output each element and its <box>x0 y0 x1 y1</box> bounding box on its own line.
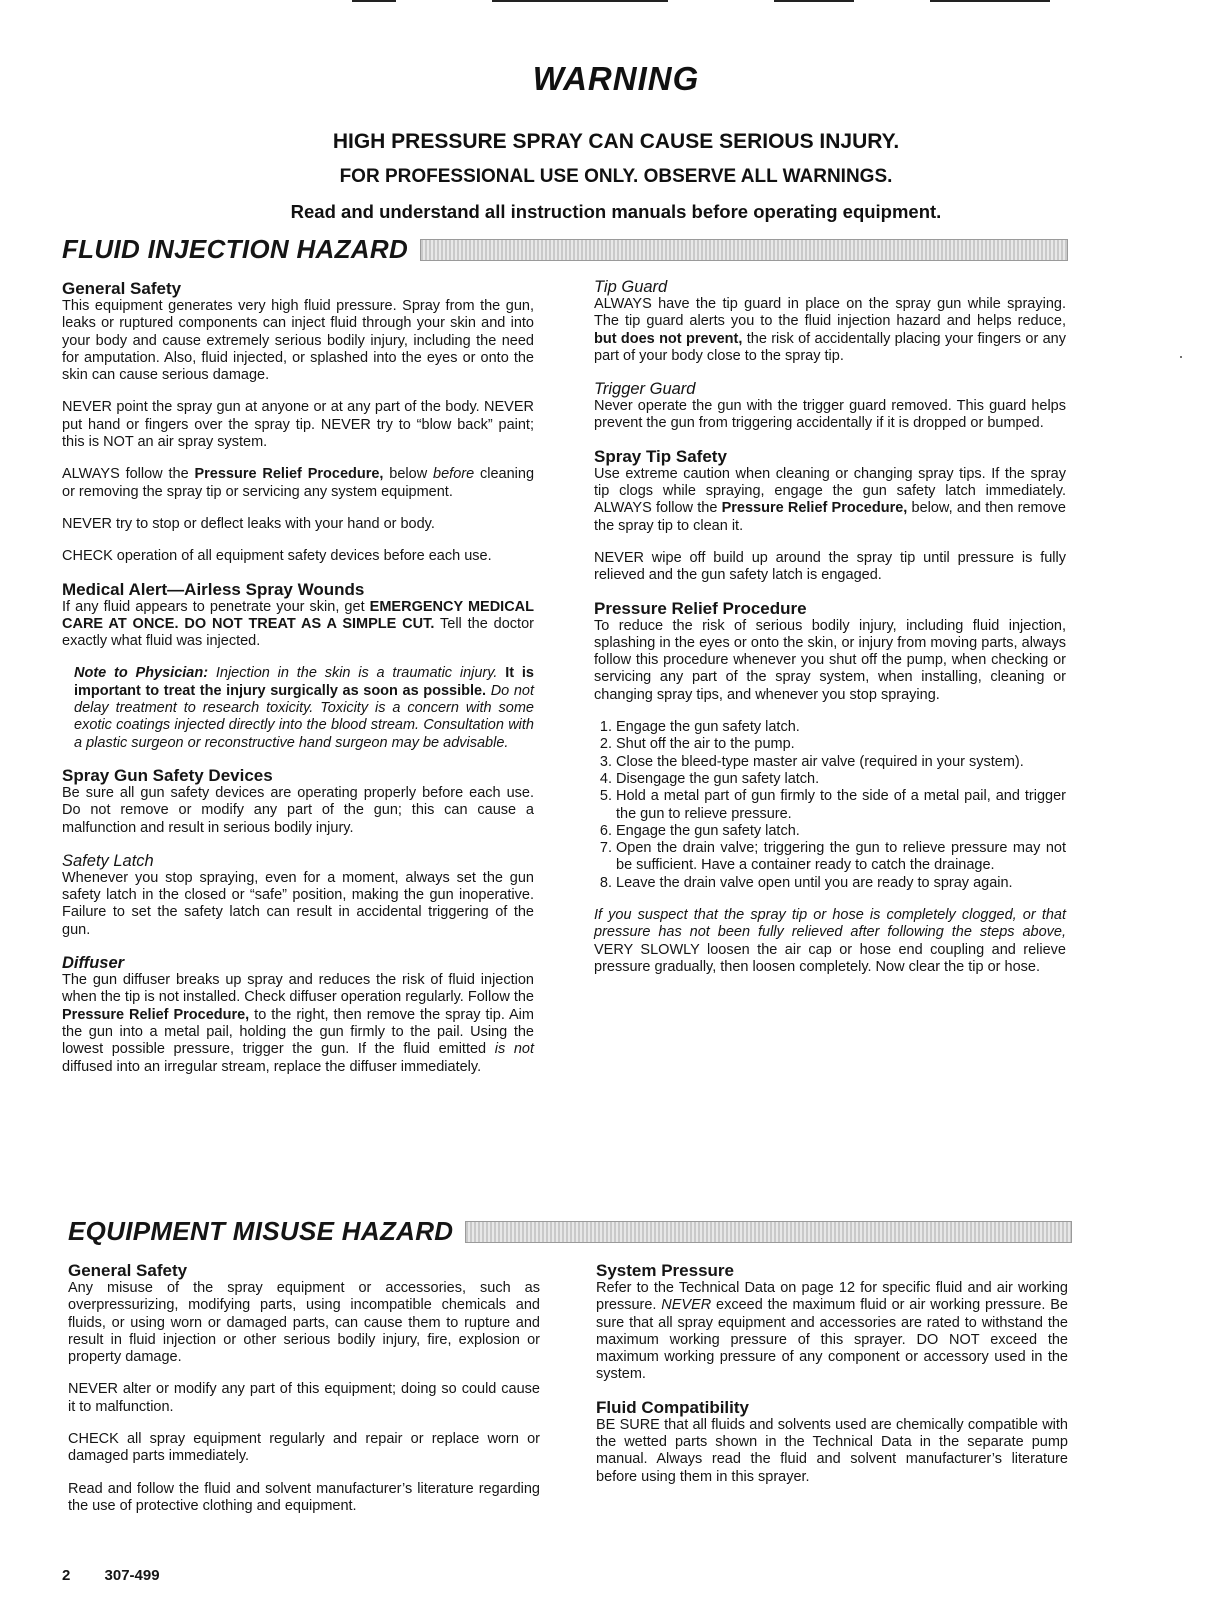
text-run: below <box>383 466 434 483</box>
list-item: 5. Hold a metal part of gun firmly to the side of a metal pail, and trigger the gun to relieve pressure. <box>616 788 1066 823</box>
paragraph <box>62 599 534 651</box>
relief-steps-list <box>594 719 1066 892</box>
text-run-bold: Pressure Relief Procedure, <box>721 500 908 517</box>
diffuser-heading: Diffuser <box>62 954 125 973</box>
text-run: to the right, then remove the spray tip. Aim the gun into a metal pail, holding the gun firmly to the pail. Using the lowest possible pressure, trigger the gun. If the fluid emitted <box>62 1006 534 1058</box>
page-number: 2 <box>62 1567 71 1584</box>
general-safety-heading: General Safety <box>62 279 182 298</box>
text-run-italic: If you suspect that the spray tip or hose is completely clogged, or that pressure has not been fully relieved after following the steps above, <box>594 907 1066 941</box>
note-to-physician <box>74 665 534 751</box>
text-run: Use extreme caution when cleaning or changing spray tips. If the spray tip clogs while spraying, engage the gun safety latch immediately. ALWAYS follow the <box>594 465 1066 517</box>
fluid-injection-hazard-header <box>62 234 1068 265</box>
section-shading-bar <box>465 1221 1072 1243</box>
text-run: ALWAYS have the tip guard in place on the spray gun while spraying. The tip guard alerts you to the fluid injection hazard and helps reduce, <box>594 296 1066 330</box>
top-rule <box>774 0 854 2</box>
scan-speck <box>1180 356 1182 358</box>
text-run-bold: Pressure Relief Procedure, <box>62 1006 250 1023</box>
text-run: diffused into an irregular stream, replace the diffuser immediately. <box>62 1058 482 1075</box>
paragraph: CHECK operation of all equipment safety devices before each use. <box>62 548 492 565</box>
text-run-bold: but does not prevent, <box>594 330 743 347</box>
paragraph <box>596 1280 1068 1384</box>
text-run-bold: Pressure Relief Procedure, <box>194 466 384 483</box>
warning-subtitle-3: Read and understand all instruction manuals before operating equipment. <box>290 201 942 222</box>
tip-guard-heading: Tip Guard <box>594 278 668 296</box>
section-title: EQUIPMENT MISUSE HAZARD <box>68 1216 454 1246</box>
text-run: ALWAYS follow the <box>62 466 195 483</box>
list-item: 6. Engage the gun safety latch. <box>616 823 1066 840</box>
paragraph: NEVER wipe off build up around the spray tip until pressure is fully relieved and the gun safety latch is engaged. <box>594 549 1066 584</box>
trigger-guard-heading: Trigger Guard <box>594 380 696 399</box>
fluid-compatibility-heading: Fluid Compatibility <box>596 1397 749 1417</box>
misuse-left-column <box>68 1262 540 1530</box>
misuse-right-column <box>596 1262 1068 1501</box>
list-item: 2. Shut off the air to the pump. <box>616 736 1066 753</box>
paragraph: To reduce the risk of serious bodily injury, including fluid injection, splashing in the eyes or onto the skin, or injury from moving parts, always follow this procedure whenever you shut off the pump, when checking or servicing any part of the spray system, when installing, cleaning or changing spray tips, and whenever you stop spraying. <box>594 617 1066 703</box>
warning-subtitle-2: FOR PROFESSIONAL USE ONLY. OBSERVE ALL WARNINGS. <box>339 166 893 187</box>
text-run: cleaning or removing the spray tip or servicing any system equipment. <box>62 466 535 500</box>
paragraph: NEVER try to stop or deflect leaks with your hand or body. <box>62 515 435 532</box>
equipment-misuse-hazard-header <box>68 1216 1072 1247</box>
warning-title: WARNING <box>532 60 700 97</box>
text-run-bold: EMERGENCY MEDICAL CARE AT ONCE. DO NOT TREAT AS A SIMPLE CUT. <box>62 598 534 632</box>
fluid-right-column <box>594 278 1066 991</box>
top-rule <box>352 0 396 2</box>
paragraph <box>594 296 1066 365</box>
text-run: Do not delay treatment to research toxicity. Toxicity is a concern with some exotic coatings injected directly into the blood stream. Consultation with a plastic surgeon or reconstructive hand surgeon may be advisable. <box>74 682 534 751</box>
general-safety-heading: General Safety <box>68 1261 188 1280</box>
text-run: exceed the maximum fluid or air working pressure. Be sure that all spray equipment and accessories are rated to withstand the maximum working pressure of this sprayer. DO NOT exceed the maximum working pressure of any component or accessory used in the system. <box>596 1297 1068 1383</box>
paragraph: Read and follow the fluid and solvent manufacturer’s literature regarding the use of protective clothing and equipment. <box>68 1480 540 1514</box>
paragraph <box>594 466 1066 535</box>
list-item: 8. Leave the drain valve open until you are ready to spray again. <box>616 875 1066 892</box>
text-run: The gun diffuser breaks up spray and reduces the risk of fluid injection when the tip is not installed. Check diffuser operation regularly. Follow the <box>62 972 534 1006</box>
page-footer <box>62 1567 190 1584</box>
list-item: 1. Engage the gun safety latch. <box>616 719 1066 736</box>
paragraph: NEVER point the spray gun at anyone or at any part of the body. NEVER put hand or fingers over the spray tip. NEVER try to “blow back” paint; this is NOT an air spray system. <box>62 399 534 451</box>
fluid-left-column <box>62 280 534 1091</box>
warning-subtitle-1: HIGH PRESSURE SPRAY CAN CAUSE SERIOUS INJURY. <box>332 130 900 153</box>
list-item: 3. Close the bleed-type master air valve (required in your system). <box>616 754 1066 771</box>
text-run-italic: is not <box>494 1041 534 1058</box>
paragraph: NEVER alter or modify any part of this equipment; doing so could cause it to malfunction. <box>68 1381 540 1415</box>
paragraph <box>594 907 1066 976</box>
text-run: Injection in the skin is a traumatic injury. <box>208 665 506 682</box>
text-run: If any fluid appears to penetrate your skin, get <box>62 598 370 615</box>
spray-tip-safety-heading: Spray Tip Safety <box>594 446 727 466</box>
pressure-relief-procedure-heading: Pressure Relief Procedure <box>594 598 807 618</box>
top-rule <box>492 0 668 2</box>
paragraph <box>62 466 534 501</box>
note-label: Note to Physician: <box>74 665 209 682</box>
paragraph: Be sure all gun safety devices are operating properly before each use. Do not remove or modify any part of the gun; this can cause a malfunction and result in serious bodily injury. <box>62 784 534 836</box>
text-run: VERY SLOWLY loosen the air cap or hose end coupling and relieve pressure gradually, then loosen completely. Now clear the tip or hose. <box>594 941 1066 975</box>
spray-gun-safety-devices-heading: Spray Gun Safety Devices <box>62 765 273 785</box>
safety-latch-heading: Safety Latch <box>62 851 154 870</box>
paragraph: This equipment generates very high fluid pressure. Spray from the gun, leaks or ruptured components can inject fluid through your skin and into your body and cause extremely serious bodily injury, including the need for amputation. Also, fluid injected, or splashed into the eyes or onto the skin can cause serious damage. <box>62 298 534 384</box>
text-run: Tell the doctor exactly what fluid was injected. <box>62 615 534 650</box>
paragraph: Any misuse of the spray equipment or accessories, such as overpressurizing, modifying parts, using incompatible chemicals and fluids, or using worn or damaged parts, can cause them to rupture and result in fluid injection or other serious bodily injury, fire, explosion or property damage. <box>68 1280 540 1366</box>
section-shading-bar <box>420 239 1068 261</box>
paragraph: Never operate the gun with the trigger guard removed. This guard helps prevent the gun from triggering accidentally if it is dropped or bumped. <box>594 398 1066 432</box>
text-run: the risk of accidentally placing your fingers or any part of your body close to the spray tip. <box>594 330 1066 364</box>
paragraph <box>62 972 534 1076</box>
section-title: FLUID INJECTION HAZARD <box>62 234 409 264</box>
text-run-italic: before <box>433 466 475 483</box>
text-run-bold: It is important to treat the injury surgically as soon as possible. <box>74 665 534 699</box>
medical-alert-heading: Medical Alert—Airless Spray Wounds <box>62 579 365 599</box>
text-run-italic: NEVER <box>661 1297 712 1314</box>
document-number: 307-499 <box>104 1567 160 1584</box>
list-item: 4. Disengage the gun safety latch. <box>616 771 1066 788</box>
paragraph: BE SURE that all fluids and solvents used are chemically compatible with the wetted parts shown in the Technical Data in the separate pump manual. Always read the fluid and solvent manufacturer’s literature before using them in this sprayer. <box>596 1416 1068 1485</box>
text-run: Refer to the Technical Data on page 12 for specific fluid and air working pressure. <box>596 1280 1068 1314</box>
top-rule <box>930 0 1050 2</box>
text-run: below, and then remove the spray tip to clean it. <box>594 500 1066 534</box>
paragraph: Whenever you stop spraying, even for a moment, always set the gun safety latch in the closed or “safe” position, making the gun inoperative. Failure to set the safety latch can result in accidental triggering of the gun. <box>62 869 534 938</box>
system-pressure-heading: System Pressure <box>596 1261 734 1280</box>
list-item: 7. Open the drain valve; triggering the gun to relieve pressure may not be sufficient. Have a container ready to catch the drainage. <box>616 840 1066 875</box>
paragraph: CHECK all spray equipment regularly and repair or replace worn or damaged parts immediately. <box>68 1431 540 1465</box>
